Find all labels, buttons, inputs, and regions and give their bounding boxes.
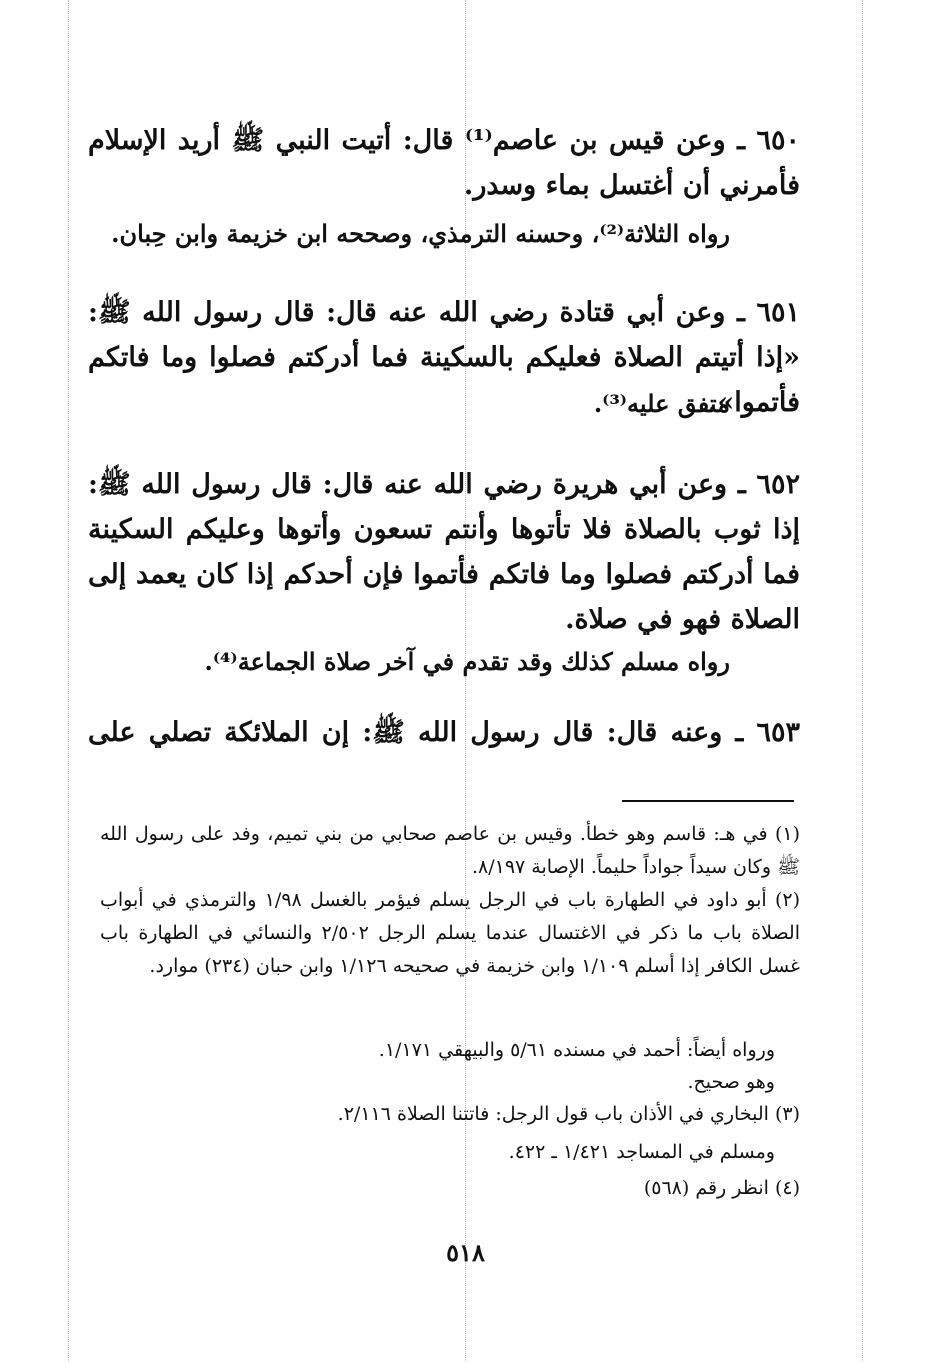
footnote-4: (٤) انظر رقم (٥٦٨) xyxy=(643,1177,800,1199)
footnote-2-grade: وهو صحيح. xyxy=(687,1071,775,1093)
footnote-3-extra: ومسلم في المساجد ١/٤٢١ ـ ٤٢٢. xyxy=(508,1141,775,1163)
hadith-653: ٦٥٣ ـ وعنه قال: قال رسول الله ﷺ: إن الملائكة تصلي على xyxy=(88,717,800,748)
hadith-652-source: رواه مسلم كذلك وقد تقدم في آخر صلاة الجماعة⁽⁴⁾. xyxy=(204,647,730,676)
hadith-650-source: رواه الثلاثة⁽²⁾، وحسنه الترمذي، وصححه ابن خزيمة وابن حِبان. xyxy=(111,219,730,248)
footnote-2: (٢) أبو داود في الطهارة باب في الرجل يسلم فيؤمر بالغسل ١/٩٨ والترمذي في أبواب الصلاة باب ما ذكر في الاغتسال عندما يسلم الرجل ٢/٥٠٢ والنسائي في الطهارة باب غسل الكافر إذا أسلم ١/١٠٩ وابن خزيمة في صحيحه ١/١٢٦ وابن حبان (٢٣٤) موارد. xyxy=(100,889,800,977)
hadith-651: ٦٥١ ـ وعن أبي قتادة رضي الله عنه قال: قال رسول الله ﷺ: «إذا أتيتم الصلاة فعليكم بالسكينة فما أدركتم فصلوا وما فاتكم فأتموا». xyxy=(88,297,800,418)
hadith-652: ٦٥٢ ـ وعن أبي هريرة رضي الله عنه قال: قال رسول الله ﷺ: إذا ثوب بالصلاة فلا تأتوها وأنتم تسعون وأتوها وعليكم السكينة فما أدركتم فصلوا وما فاتكم فأتموا فإن أحدكم إذا كان يعمد إلى الصلاة فهو في صلاة. xyxy=(88,469,800,635)
guide-line-left xyxy=(68,0,69,1362)
footnote-2-extra: ورواه أيضاً: أحمد في مسنده ٥/٦١ والبيهقي ١/١٧١. xyxy=(378,1039,775,1061)
footnote-1: (١) في هـ: قاسم وهو خطأ. وقيس بن عاصم صحابي من بني تميم، وفد على رسول الله ﷺ وكان سيداً جواداً حليماً. الإصابة ٨/١٩٧. xyxy=(100,823,800,878)
footnote-3: (٣) البخاري في الأذان باب قول الرجل: فاتتنا الصلاة ٢/١١٦. xyxy=(337,1103,800,1125)
hadith-651-source: متفق عليه⁽³⁾. xyxy=(593,389,730,418)
page-number: ٥١٨ xyxy=(446,1238,485,1267)
footnote-separator xyxy=(622,800,794,802)
hadith-650: ٦٥٠ ـ وعن قيس بن عاصم⁽¹⁾ قال: أتيت النبي ﷺ أريد الإسلام فأمرني أن أغتسل بماء وسدر. xyxy=(88,125,800,201)
guide-line-right xyxy=(862,0,863,1362)
